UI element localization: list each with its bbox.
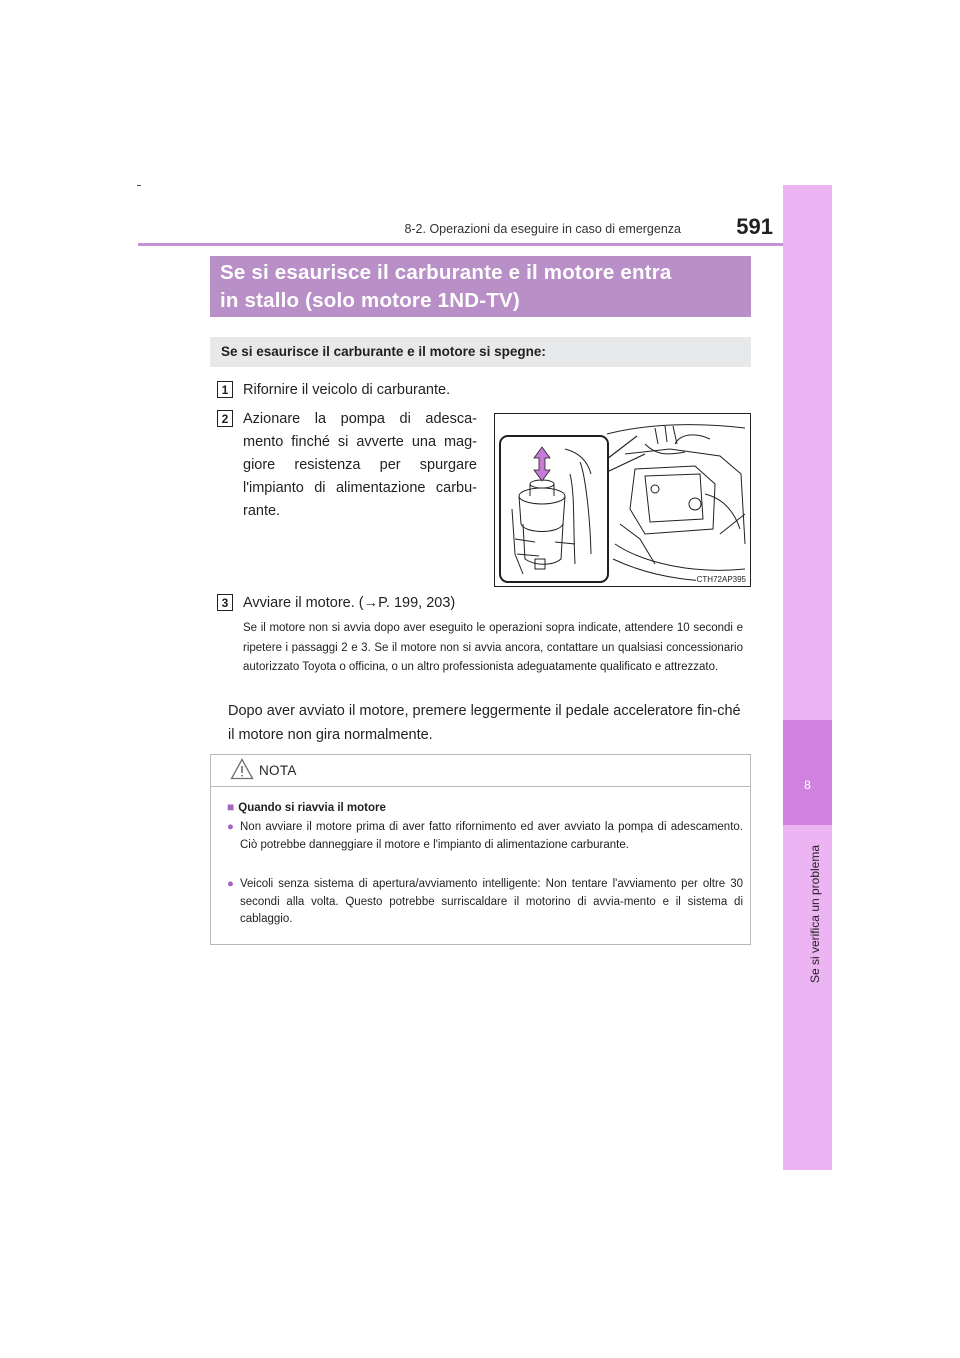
step-2-line: mento finché si avverte una mag- [243, 434, 477, 450]
caution-heading [227, 800, 386, 814]
caution-box [210, 754, 751, 945]
section-title-line2: in stallo (solo motore 1ND-TV) [220, 289, 520, 312]
chapter-number: 8 [804, 778, 811, 792]
step-1-text: Rifornire il veicolo di carburante. [243, 382, 451, 398]
step-2-line: Azionare la pompa di adesca- [243, 411, 477, 427]
step-2-line: rante. [243, 503, 281, 519]
crop-mark [137, 185, 141, 186]
step-2-line: l'impianto di alimentazione carbu- [243, 480, 477, 496]
caution-item-text: Non avviare il motore prima di aver fatto rifornimento ed aver avviato la pompa di adescamento. Ciò potrebbe danneggiare il motore e l'impianto di alimentazione carburante. [240, 821, 743, 851]
chapter-side-tab-active [783, 720, 832, 825]
step-2-line: giore resistenza per spurgare [243, 457, 477, 473]
chapter-title-label: Se si verifica un problema [808, 844, 822, 984]
step-3-text: Avviare il motore. (→P. 199, 203) [243, 595, 456, 611]
caution-header [211, 755, 750, 787]
caution-item [227, 876, 743, 929]
chapter-title [806, 826, 824, 1002]
circle-bullet-icon: ● [227, 878, 234, 890]
chapter-side-tab [783, 185, 832, 1170]
circle-bullet-icon: ● [227, 821, 234, 833]
header-rule [138, 243, 832, 246]
step-3-number: 3 [217, 594, 233, 611]
step-2-number: 2 [217, 410, 233, 427]
caution-label: NOTA [259, 763, 297, 778]
step-3-note: Se il motore non si avvia dopo aver eseguito le operazioni sopra indicate, attendere 10 secondi e ripetere i passaggi 2 e 3. Se il motore non si avvia ancora, contattare un qualsiasi concessionario autorizzato Toyota o officina, o un altro professionista adeguatamente qualificato e attrezzato. [243, 622, 743, 673]
caution-item-text: Veicoli senza sistema di apertura/avviamento intelligente: Non tentare l'avviamento per oltre 30 secondi alla volta. Questo potrebbe surriscaldare il motorino di avvia-mento e il sistema di cablaggio. [240, 878, 743, 925]
caution-item [227, 819, 743, 854]
step-2-text [243, 408, 477, 523]
section-title [210, 256, 751, 317]
subheading: Se si esaurisce il carburante e il motore si spegne: [210, 337, 751, 367]
section-title-line1: Se si esaurisce il carburante e il motore entra [220, 261, 672, 284]
square-bullet-icon: ■ [227, 800, 235, 814]
page-number: 591 [736, 214, 773, 239]
warning-triangle-icon [230, 758, 254, 780]
caution-heading-text: Quando si riavvia il motore [238, 802, 386, 814]
engine-bay-drawing [495, 414, 751, 587]
figure-code: CTH72AP395 [696, 575, 746, 584]
section-breadcrumb: 8-2. Operazioni da eseguire in caso di emergenza [404, 222, 681, 236]
after-start-paragraph: Dopo aver avviato il motore, premere leggermente il pedale acceleratore fin-ché il motore non gira normalmente. [228, 703, 741, 743]
priming-pump-illustration [494, 413, 751, 587]
step-1-number: 1 [217, 381, 233, 398]
